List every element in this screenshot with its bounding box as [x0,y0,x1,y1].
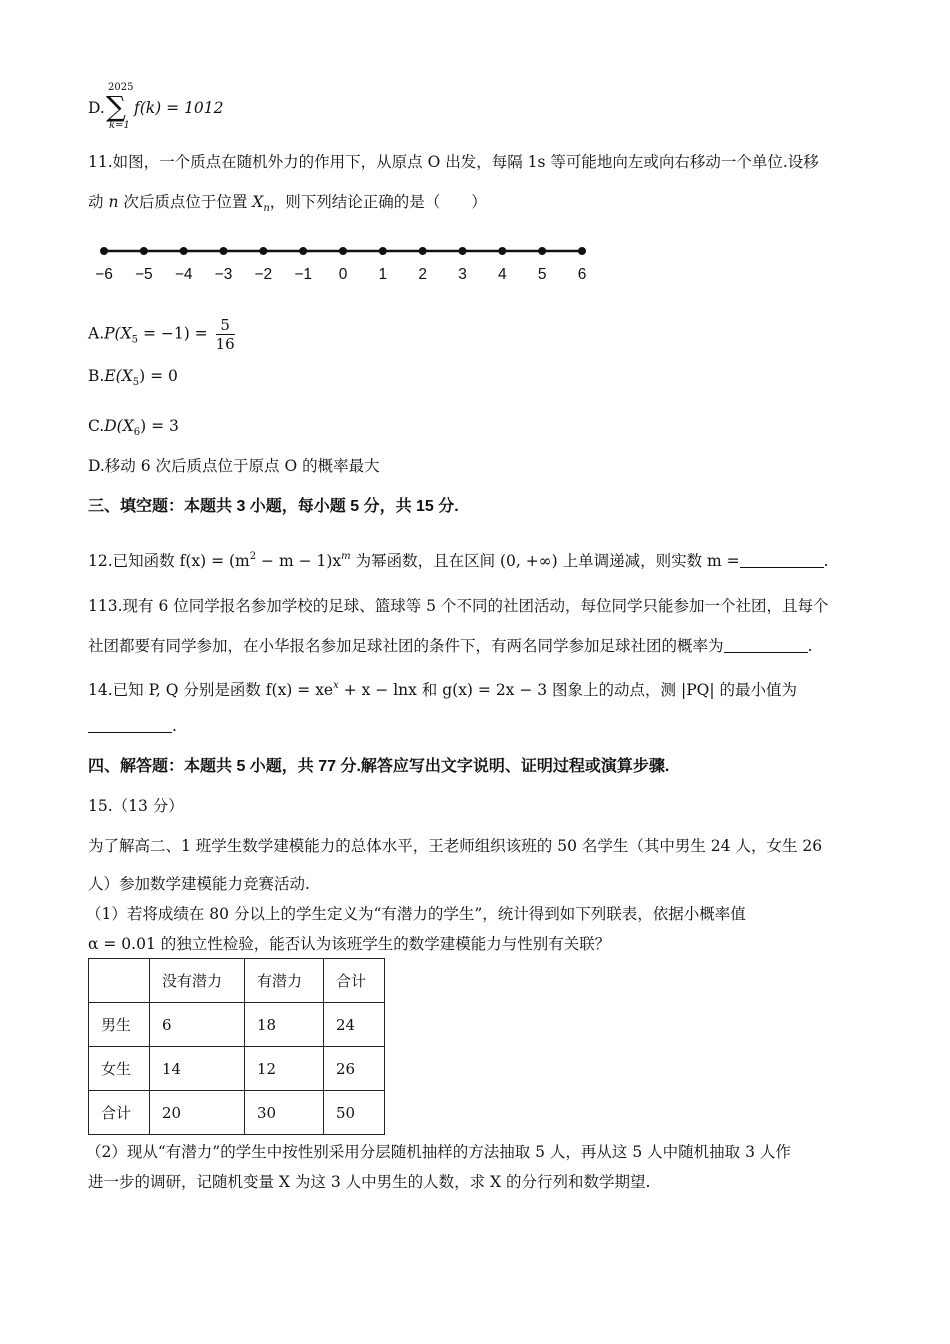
q15-part2-line1: （2）现从“有潜力”的学生中按性别采用分层随机抽样的方法抽取 5 人，再从这 5 人中随机抽取 3 人作 [86,1143,791,1161]
table-cell: 14 [150,1047,245,1091]
q14-end: . [172,717,177,735]
table-cell: 12 [245,1047,324,1091]
q11-var-n: n [108,193,119,211]
number-line-tick-label: 3 [458,266,467,283]
number-line-tick-label: 5 [537,266,547,283]
table-cell: 女生 [89,1047,150,1091]
table-cell: 没有潜力 [150,959,245,1003]
q15-part2-line2: 进一步的调研，记随机变量 X 为这 3 人中男生的人数，求 X 的分行列和数学期望. [88,1173,651,1191]
number-line-point [140,247,148,255]
number-line-point [299,247,307,255]
number-line-tick-label: −2 [254,266,273,283]
q11-text: 动 [88,193,109,211]
table-cell: 合计 [324,959,385,1003]
number-line-point [100,247,108,255]
q11-text: 次后质点位于位置 [118,193,253,211]
number-line-point [578,247,586,255]
option-d-prefix: D. [88,99,105,117]
table-row [89,1047,385,1091]
q12-end: . [823,552,829,570]
number-line-tick-label: −3 [214,266,233,283]
q12-text: 为幂函数，且在区间 (0, +∞) 上单调递减，则实数 m = [350,552,740,570]
q11-stem-line2 [88,192,487,219]
q14 [88,676,797,700]
option-b-expr: E(X [104,367,133,385]
q11-stem-line1: 11.如图，一个质点在随机外力的作用下，从原点 O 出发，每隔 1s 等可能地向左或向右移动一个单位.设移 [88,153,819,171]
sum-symbol: ∑ [106,90,126,123]
number-line-tick-label: −1 [294,266,312,283]
number-line-tick-label: 0 [338,266,348,283]
q11-option-b [88,366,178,393]
q12-sup: 2 [249,551,257,562]
option-d-expression: f(k) = 1012 [134,99,224,117]
table-cell: 男生 [89,1003,150,1047]
number-line-tick-label: −6 [95,266,113,283]
number-line-tick-label: 1 [378,266,388,283]
q12-sup: m [341,551,351,562]
q15-part1-line2: α = 0.01 的独立性检验，能否认为该班学生的数学建模能力与性别有关联？ [88,935,611,953]
number-line-tick-label: 2 [418,266,427,283]
fraction-denominator: 16 [215,335,235,353]
number-line-tick-label: −4 [174,266,193,283]
option-b-rest: ) = 0 [139,367,178,385]
table-cell: 6 [150,1003,245,1047]
option-a-prefix: A. [88,324,105,343]
q14-answer-line [88,716,177,736]
table-cell: 18 [245,1003,324,1047]
q14-text: 14.已知 P, Q 分别是函数 f(x) = xe [88,681,334,699]
contingency-table [88,958,385,1135]
q11-text: ，则下列结论正确的是（ ） [269,193,487,211]
number-line-point [180,247,188,255]
number-line-axis [100,242,586,262]
option-a-fraction [216,316,235,353]
number-line-tick-label: 4 [498,266,507,283]
section3-title: 三、填空题：本题共 3 小题，每小题 5 分，共 15 分. [88,498,459,515]
table-row [89,1091,385,1135]
q11-option-c [88,416,179,443]
q11-option-a [88,316,235,353]
number-line-point [459,247,467,255]
section4-title: 四、解答题：本题共 5 小题，共 77 分.解答应写出文字说明、证明过程或演算步骤. [88,758,670,775]
q14-text: + x − lnx 和 g(x) = 2x − 3 图象上的动点，测 |PQ| 的最小值为 [338,681,797,699]
option-c-sub: 6 [133,427,141,438]
table-cell: 有潜力 [245,959,324,1003]
sum-lower-limit: k=1 [109,120,130,131]
q12-answer-blank[interactable] [740,553,824,568]
number-line-tick-label: 6 [577,266,587,283]
option-b-prefix: B. [88,367,105,385]
number-line-point [498,247,506,255]
table-cell: 20 [150,1091,245,1135]
option-a-rest: = −1) = [138,324,208,343]
q13-answer-blank[interactable] [724,638,808,653]
number-line-point [538,247,546,255]
number-line-point [419,247,427,255]
table-row [89,1003,385,1047]
table-cell: 30 [245,1091,324,1135]
q15-part1-line1: （1）若将成绩在 80 分以上的学生定义为“有潜力的学生”，统计得到如下列联表，依据小概率值 [86,905,746,923]
option-c-rest: ) = 3 [140,417,179,435]
number-line-tick-label: −5 [134,266,153,283]
q11-var-x: X [252,193,264,211]
q11-option-d: D.移动 6 次后质点位于原点 O 的概率最大 [88,457,380,475]
number-line-point [259,247,267,255]
q12-text: − m − 1)x [256,552,342,570]
q11-var-x-sub: n [263,203,270,214]
fraction-numerator: 5 [216,316,235,335]
sum-upper-limit: 2025 [108,82,134,93]
number-line-point [339,247,347,255]
option-c-expr: D(X [104,417,134,435]
q13-line2 [88,636,812,656]
table-cell: 26 [324,1047,385,1091]
number-line [95,242,587,283]
q12-text: 12.已知函数 f(x) = (m [88,552,250,570]
q15-head: 15.（13 分） [88,797,184,815]
option-b-sub: 5 [132,377,140,388]
q13-line1: 113.现有 6 位同学报名参加学校的足球、篮球等 5 个不同的社团活动，每位同学只能参加一个社团，且每个 [88,597,829,615]
table-cell: 50 [324,1091,385,1135]
table-cell: 合计 [89,1091,150,1135]
q14-sup: x [333,680,339,691]
q13-text: 社团都要有同学参加，在小华报名参加足球社团的条件下，有两名同学参加足球社团的概率为 [88,637,724,655]
q15-intro-line2: 人）参加数学建模能力竞赛活动. [88,875,310,893]
option-c-prefix: C. [88,417,105,435]
q15-intro-line1: 为了解高二、1 班学生数学建模能力的总体水平，王老师组织该班的 50 名学生（其中男生 24 人，女生 26 [88,837,823,855]
table-cell [89,959,150,1003]
option-a-expr: P(X [104,324,132,343]
number-line-point [379,247,387,255]
table-cell: 24 [324,1003,385,1047]
q12 [88,547,829,571]
q14-answer-blank[interactable] [88,718,172,733]
table-header-row [89,959,385,1003]
number-line-point [220,247,228,255]
q13-end: . [807,637,813,655]
option-a-sub: 5 [131,334,139,346]
